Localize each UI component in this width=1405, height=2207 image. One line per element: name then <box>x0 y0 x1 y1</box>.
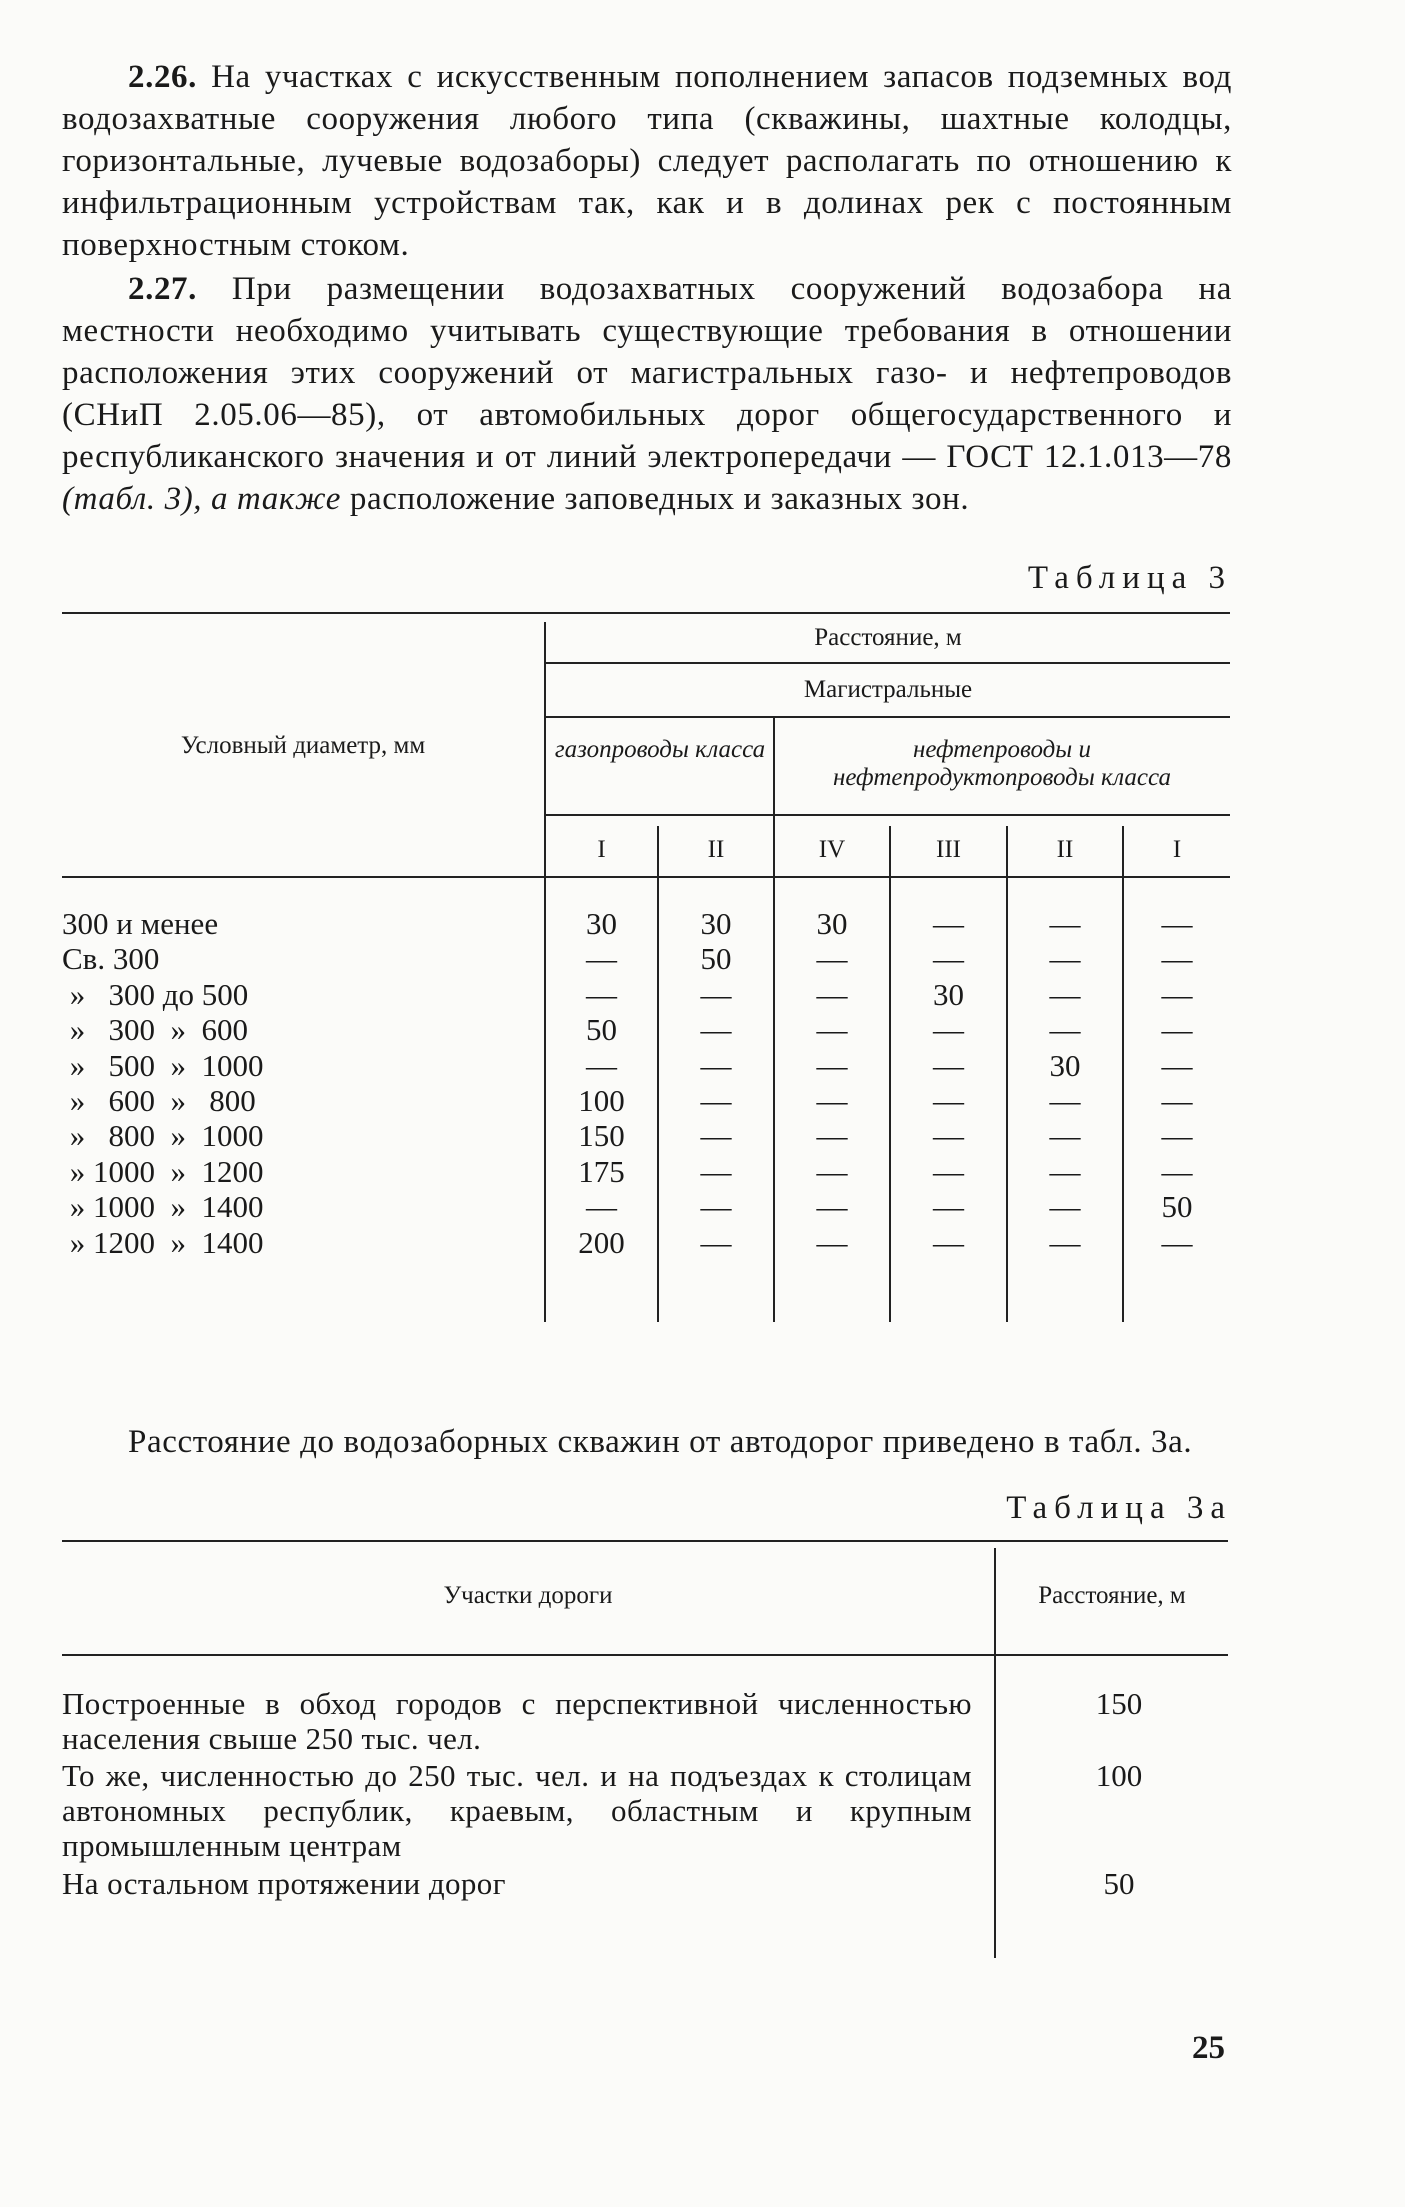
table-cell: — <box>700 1189 732 1225</box>
road-section-text: То же, численностью до 250 тыс. чел. и на подъездах к столицам автономных республик, краевым, областным и крупным промышленным центрам <box>62 1758 972 1863</box>
road-section-text: Построенные в обход городов с перспективной численностью населения свыше 250 тыс. чел. <box>62 1686 972 1756</box>
table-cell: — <box>933 1083 964 1118</box>
table-cell: — <box>933 1047 964 1083</box>
table-cell: 50 <box>700 941 732 977</box>
table-cell: — <box>1161 941 1193 977</box>
header-distance: Расстояние, м <box>1038 1582 1186 1609</box>
table-cell: — <box>933 1012 964 1048</box>
table-rule <box>62 612 1230 614</box>
row-label: » 1000 » 1200 <box>62 1153 264 1189</box>
table-rule <box>544 814 1230 816</box>
table-cell: — <box>933 1153 964 1189</box>
distance-value: 100 <box>1095 1758 1143 1793</box>
row-label: » 300 » 600 <box>62 1012 248 1048</box>
table-cell: — <box>1049 1153 1081 1189</box>
table-cell: — <box>1161 1224 1193 1260</box>
table-3a-intro: Расстояние до водозаборных скважин от автодорог приведено в табл. 3а. <box>128 1424 1193 1460</box>
table-cell: — <box>933 1189 964 1225</box>
class-header-cell: III <box>936 836 961 863</box>
table-cell: — <box>700 1153 732 1189</box>
row-label: » 1000 » 1400 <box>62 1189 264 1225</box>
table-cell: — <box>1161 1153 1193 1189</box>
table-rule <box>544 662 1230 664</box>
table-cell: — <box>586 1047 617 1083</box>
table-cell: — <box>816 1012 848 1048</box>
row-label: » 600 » 800 <box>62 1083 256 1118</box>
table-cell: 150 <box>578 1118 625 1154</box>
row-label: » 1200 » 1400 <box>62 1224 264 1260</box>
page-content <box>62 56 1232 1960</box>
table-cell: — <box>1161 976 1193 1012</box>
table-cell: — <box>816 1153 848 1189</box>
table-cell: 175 <box>578 1153 625 1189</box>
row-label: » 300 до 500 <box>62 976 249 1012</box>
table-cell: — <box>1161 1118 1193 1154</box>
table-cell: — <box>816 1047 848 1083</box>
header-main: Магистральные <box>803 676 973 703</box>
table-cell: — <box>1161 1047 1193 1083</box>
table-cell: 30 <box>816 906 848 941</box>
table-cell: — <box>1161 906 1193 941</box>
header-oil-pipelines: нефтепроводы и нефтепродуктопроводы класса <box>833 736 1171 791</box>
header-diameter: Условный диаметр, мм <box>180 732 426 759</box>
paragraph-text-italic: (табл. 3), а также <box>62 481 342 517</box>
paragraph-text: При размещении водозахватных сооружений водозабора на местности необходимо учитывать существующие требования в отношении расположения этих сооружений от магистральных газо- и нефтепроводов (СНиП 2.05.06—85), от автомобильных дорог общегосударственного и республиканского значения и от линий электропередачи — ГОСТ 12.1.013—78 <box>62 271 1232 475</box>
class-header-cell: I <box>1172 836 1182 863</box>
class-header-cell: I <box>597 836 606 863</box>
table-cell: 30 <box>1049 1047 1081 1083</box>
table-cell: — <box>933 1118 964 1154</box>
table-cell: — <box>816 1189 848 1225</box>
table-cell: — <box>1049 1189 1081 1225</box>
table-cell: — <box>586 976 617 1012</box>
page-number: 25 <box>1192 2030 1225 2066</box>
table-cell: 200 <box>578 1224 625 1260</box>
header-road-section: Участки дороги <box>443 1582 613 1609</box>
class-header-cell: II <box>1056 836 1074 863</box>
class-header-cell: IV <box>818 836 846 863</box>
row-label: » 500 » 1000 <box>62 1047 264 1083</box>
table-rule <box>62 876 1230 878</box>
table-3-caption: Таблица 3 <box>1027 560 1232 596</box>
table-3 <box>62 612 1232 1322</box>
table-cell: — <box>816 1083 848 1118</box>
table-cell: — <box>1049 1012 1081 1048</box>
table-rule <box>62 1654 1228 1656</box>
table-cell: — <box>1049 976 1081 1012</box>
table-cell: 50 <box>586 1012 617 1048</box>
table-cell: — <box>700 1118 732 1154</box>
row-label: Св. 300 <box>62 941 160 977</box>
table-cell: — <box>700 976 732 1012</box>
table-cell: — <box>933 906 964 941</box>
table-cell: 100 <box>578 1083 625 1118</box>
header-gas-pipelines: газопроводы класса <box>554 736 766 763</box>
table-cell: — <box>1049 1083 1081 1118</box>
row-label: 300 и менее <box>62 906 219 941</box>
table-cell: — <box>933 1224 964 1260</box>
table-cell: — <box>1049 906 1081 941</box>
table-cell: — <box>1049 941 1081 977</box>
table-cell: — <box>1161 1012 1193 1048</box>
table-cell: — <box>816 1224 848 1260</box>
table-cell: — <box>816 1118 848 1154</box>
table-cell: — <box>1161 1083 1193 1118</box>
distance-value: 50 <box>1103 1866 1135 1901</box>
distance-value: 150 <box>1095 1686 1143 1721</box>
paragraph-2-27 <box>62 268 1232 520</box>
table-cell: 50 <box>1161 1189 1193 1225</box>
table-cell: — <box>700 1083 732 1118</box>
table-rule <box>62 1540 1228 1542</box>
paragraph-text: На участках с искусственным пополнением запасов подземных вод водозахватные сооружения любого типа (скважины, шахтные колодцы, горизонтальные, лучевые водозаборы) следует располагать по отношению к инфильтрационным устройствам так, как и в долинах рек с постоянным поверхностным стоком. <box>62 59 1232 263</box>
paragraph-2-26 <box>62 56 1232 266</box>
paragraph-text: расположение заповедных и заказных зон. <box>341 481 970 517</box>
row-label: » 800 » 1000 <box>62 1118 264 1154</box>
paragraph-number: 2.26. <box>128 59 197 95</box>
table-rule <box>544 716 1230 718</box>
table-cell: — <box>700 1047 732 1083</box>
road-section-text: На остальном протяжении дорог <box>62 1866 506 1901</box>
table-cell: — <box>1049 1224 1081 1260</box>
table-3a-caption: Таблица 3а <box>1006 1490 1232 1526</box>
table-cell: 30 <box>700 906 732 941</box>
table-cell: — <box>816 941 848 977</box>
table-cell: — <box>586 1189 617 1225</box>
table-cell: — <box>586 941 617 977</box>
paragraph-number: 2.27. <box>128 271 197 307</box>
table-cell: — <box>933 941 964 977</box>
header-distance: Расстояние, м <box>814 624 962 651</box>
table-cell: — <box>700 1224 732 1260</box>
table-cell: 30 <box>586 906 617 941</box>
table-3a <box>62 1540 1232 1960</box>
table-cell: — <box>700 1012 732 1048</box>
table-cell: — <box>816 976 848 1012</box>
class-header-cell: II <box>707 836 725 863</box>
table-cell: 30 <box>933 976 964 1012</box>
table-cell: — <box>1049 1118 1081 1154</box>
